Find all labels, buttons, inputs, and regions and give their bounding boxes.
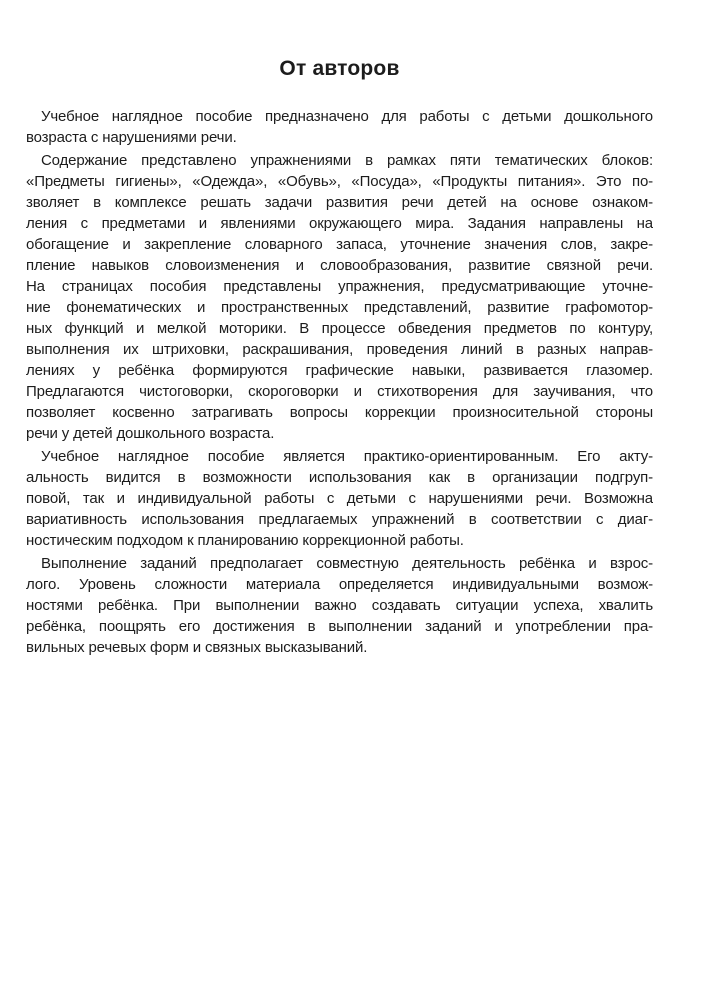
text-line: Выполнение заданий предполагает совместную деятельность ребёнка и взрос-	[41, 555, 653, 572]
paragraph	[26, 553, 653, 658]
text-line: альность видится в возможности использования как в организации подгруп-	[26, 469, 653, 486]
text-line: выполнения их штриховки, раскрашивания, проведения линий в разных направ-	[26, 341, 653, 358]
text-line: «Предметы гигиены», «Одежда», «Обувь», «Посуда», «Продукты питания». Это по-	[26, 173, 653, 190]
text-line: вильных речевых форм и связных высказываний.	[26, 639, 368, 656]
text-line: возраста с нарушениями речи.	[26, 129, 237, 146]
text-line: лого. Уровень сложности материала определяется индивидуальными возмож-	[26, 576, 653, 593]
page-title: От авторов	[279, 57, 400, 80]
paragraph	[26, 446, 653, 551]
text-line: Содержание представлено упражнениями в рамках пяти тематических блоков:	[41, 152, 653, 169]
text-line: Учебное наглядное пособие предназначено для работы с детьми дошкольного	[41, 108, 653, 125]
text-line: Учебное наглядное пособие является практико-ориентированным. Его акту-	[41, 448, 653, 465]
text-line: На страницах пособия представлены упражнения, предусматривающие уточне-	[26, 278, 653, 295]
text-line: позволяет косвенно затрагивать вопросы коррекции произносительной стороны	[26, 404, 653, 421]
text-line: ления с предметами и явлениями окружающего мира. Задания направлены на	[26, 215, 653, 232]
text-line: вариативность использования предлагаемых упражнений в соответствии с диаг-	[26, 511, 653, 528]
text-line: ребёнка, поощрять его достижения в выполнении заданий и употреблении пра-	[26, 618, 653, 635]
text-line: обогащение и закрепление словарного запаса, уточнение значения слов, закре-	[26, 236, 653, 253]
paragraph	[26, 150, 653, 444]
text-line: Предлагаются чистоговорки, скороговорки и стихотворения для заучивания, что	[26, 383, 653, 400]
text-line: пление навыков словоизменения и словообразования, развитие связной речи.	[26, 257, 653, 274]
text-line: ние фонематических и пространственных представлений, развитие графомотор-	[26, 299, 653, 316]
text-block	[26, 106, 653, 658]
text-line: повой, так и индивидуальной работы с детьми с нарушениями речи. Возможна	[26, 490, 653, 507]
text-line: ных функций и мелкой моторики. В процессе обведения предметов по контуру,	[26, 320, 653, 337]
text-line: лениях у ребёнка формируются графические навыки, развивается глазомер.	[26, 362, 653, 379]
text-line: зволяет в комплексе решать задачи развития речи детей на основе ознаком-	[26, 194, 653, 211]
text-line: ностическим подходом к планированию коррекционной работы.	[26, 532, 464, 549]
text-line: ностями ребёнка. При выполнении важно создавать ситуации успеха, хвалить	[26, 597, 653, 614]
text-line: речи у детей дошкольного возраста.	[26, 425, 275, 442]
paragraph	[26, 106, 653, 148]
